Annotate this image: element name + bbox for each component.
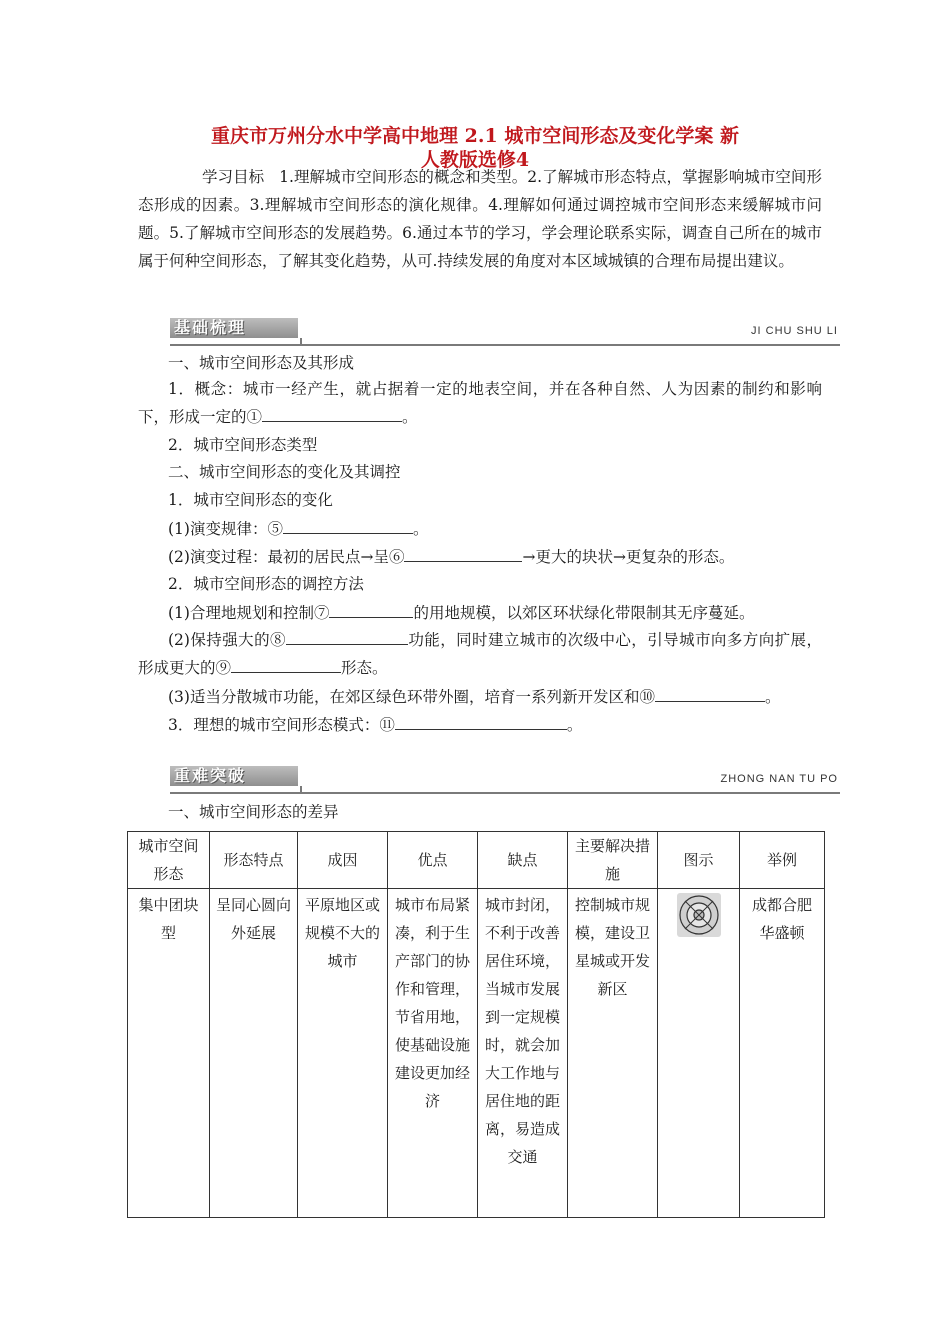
learning-objectives bbox=[138, 163, 822, 275]
concept-text: 1．概念：城市一经产生，就占据着一定的地表空间，并在各种自然、人为因素的制约和影响下，形成一定的① bbox=[138, 380, 822, 426]
title-line-1: 重庆市万州分水中学高中地理 2.1 城市空间形态及变化学案 新 bbox=[211, 125, 739, 147]
concentric-city-diagram-icon bbox=[677, 893, 721, 937]
objectives-label: 学习目标 bbox=[202, 168, 265, 186]
cell-diagram bbox=[658, 889, 740, 1218]
header-cell: 举例 bbox=[740, 832, 825, 889]
cell-example: 成都合肥华盛顿 bbox=[740, 889, 825, 1218]
process-line bbox=[168, 543, 734, 570]
blank-8[interactable] bbox=[286, 626, 408, 645]
difference-heading: 一、城市空间形态的差异 bbox=[168, 803, 339, 821]
method-2-text-a: (2)保持强大的⑧ bbox=[168, 631, 286, 649]
methods-heading: 2．城市空间形态的调控方法 bbox=[168, 575, 364, 593]
concept-end: 。 bbox=[402, 408, 418, 426]
heading-2: 二、城市空间形态的变化及其调控 bbox=[168, 463, 401, 481]
concept-paragraph bbox=[138, 375, 822, 431]
header-cell: 优点 bbox=[388, 832, 478, 889]
method-2-text-b: 功能，同时建立城市的次级中心，引导城市向多方向扩展，形成更大的⑨ bbox=[138, 631, 822, 677]
header-cell: 缺点 bbox=[478, 832, 568, 889]
heading-1: 一、城市空间形态及其形成 bbox=[168, 354, 355, 372]
section-pinyin: ZHONG NAN TU PO bbox=[720, 773, 838, 785]
method-1-text-b: 的用地规模，以郊区环状绿化带限制其无序蔓延。 bbox=[413, 604, 755, 622]
ideal-pattern bbox=[168, 711, 582, 738]
urban-form-table bbox=[127, 831, 825, 1218]
section-tab-label: 基础梳理 bbox=[174, 318, 247, 337]
method-1-text-a: (1)合理地规划和控制⑦ bbox=[168, 604, 330, 622]
process-text-b: →更大的块状→更复杂的形态。 bbox=[522, 548, 735, 566]
method-2 bbox=[138, 626, 822, 682]
ideal-end: 。 bbox=[566, 716, 583, 734]
section-rule bbox=[170, 792, 840, 794]
blank-9[interactable] bbox=[231, 654, 341, 673]
law-text: (1)演变规律：⑤ bbox=[168, 520, 283, 538]
header-cell: 主要解决措施 bbox=[568, 832, 658, 889]
title-line-2: 人教版选修4 bbox=[420, 149, 530, 171]
method-1 bbox=[168, 599, 754, 626]
header-cell: 形态特点 bbox=[210, 832, 298, 889]
header-cell: 城市空间形态 bbox=[128, 832, 210, 889]
cell-feature: 呈同心圆向外延展 bbox=[210, 889, 298, 1218]
section-tab-label: 重难突破 bbox=[174, 766, 247, 785]
cell-form: 集中团块型 bbox=[128, 889, 210, 1218]
method-2-text-c: 形态。 bbox=[341, 659, 388, 677]
section-rule bbox=[170, 344, 840, 346]
law-end: 。 bbox=[412, 520, 429, 538]
method-3-end: 。 bbox=[764, 688, 781, 706]
blank-11[interactable] bbox=[395, 711, 567, 730]
table-header-row bbox=[128, 832, 825, 889]
ideal-text: 3．理想的城市空间形态模式：⑪ bbox=[168, 716, 395, 734]
objectives-text: 1.理解城市空间形态的概念和类型。2.了解城市形态特点，掌握影响城市空间形态形成的因素。3.理解城市空间形态的演化规律。4.理解如何通过调控城市空间形态来缓解城市问题。5.了解城市空间形态的发展趋势。6.通过本节的学习，学会理论联系实际，调查自己所在的城市属于何种空间形态，了解其变化趋势，从可.持续发展的角度对本区域城镇的合理布局提出建议。 bbox=[138, 168, 822, 270]
table-row bbox=[128, 889, 825, 1218]
blank-10[interactable] bbox=[655, 683, 765, 702]
header-cell: 成因 bbox=[298, 832, 388, 889]
cell-cons: 城市封闭，不利于改善居住环境，当城市发展到一定规模时，就会加大工作地与居住地的距离，易造成交通 bbox=[478, 889, 568, 1218]
blank-7[interactable] bbox=[329, 599, 413, 618]
section-pinyin: JI CHU SHU LI bbox=[751, 325, 838, 337]
cell-pros: 城市布局紧凑，利于生产部门的协作和管理，节省用地，使基础设施建设更加经济 bbox=[388, 889, 478, 1218]
change-heading: 1．城市空间形态的变化 bbox=[168, 491, 333, 509]
law-line bbox=[168, 515, 428, 542]
blank-5[interactable] bbox=[283, 515, 413, 534]
types-heading: 2．城市空间形态类型 bbox=[168, 436, 318, 454]
cell-cause: 平原地区或规模不大的城市 bbox=[298, 889, 388, 1218]
cell-measures: 控制城市规模，建设卫星城或开发新区 bbox=[568, 889, 658, 1218]
section-header-basics bbox=[170, 318, 840, 348]
process-text-a: (2)演变过程：最初的居民点→呈⑥ bbox=[168, 548, 405, 566]
blank-1[interactable] bbox=[262, 403, 402, 422]
method-3-text: (3)适当分散城市功能，在郊区绿色环带外圈，培育一系列新开发区和⑩ bbox=[168, 688, 655, 706]
section-header-key-points bbox=[170, 766, 840, 796]
header-cell: 图示 bbox=[658, 832, 740, 889]
blank-6[interactable] bbox=[404, 543, 522, 562]
method-3 bbox=[168, 683, 780, 710]
